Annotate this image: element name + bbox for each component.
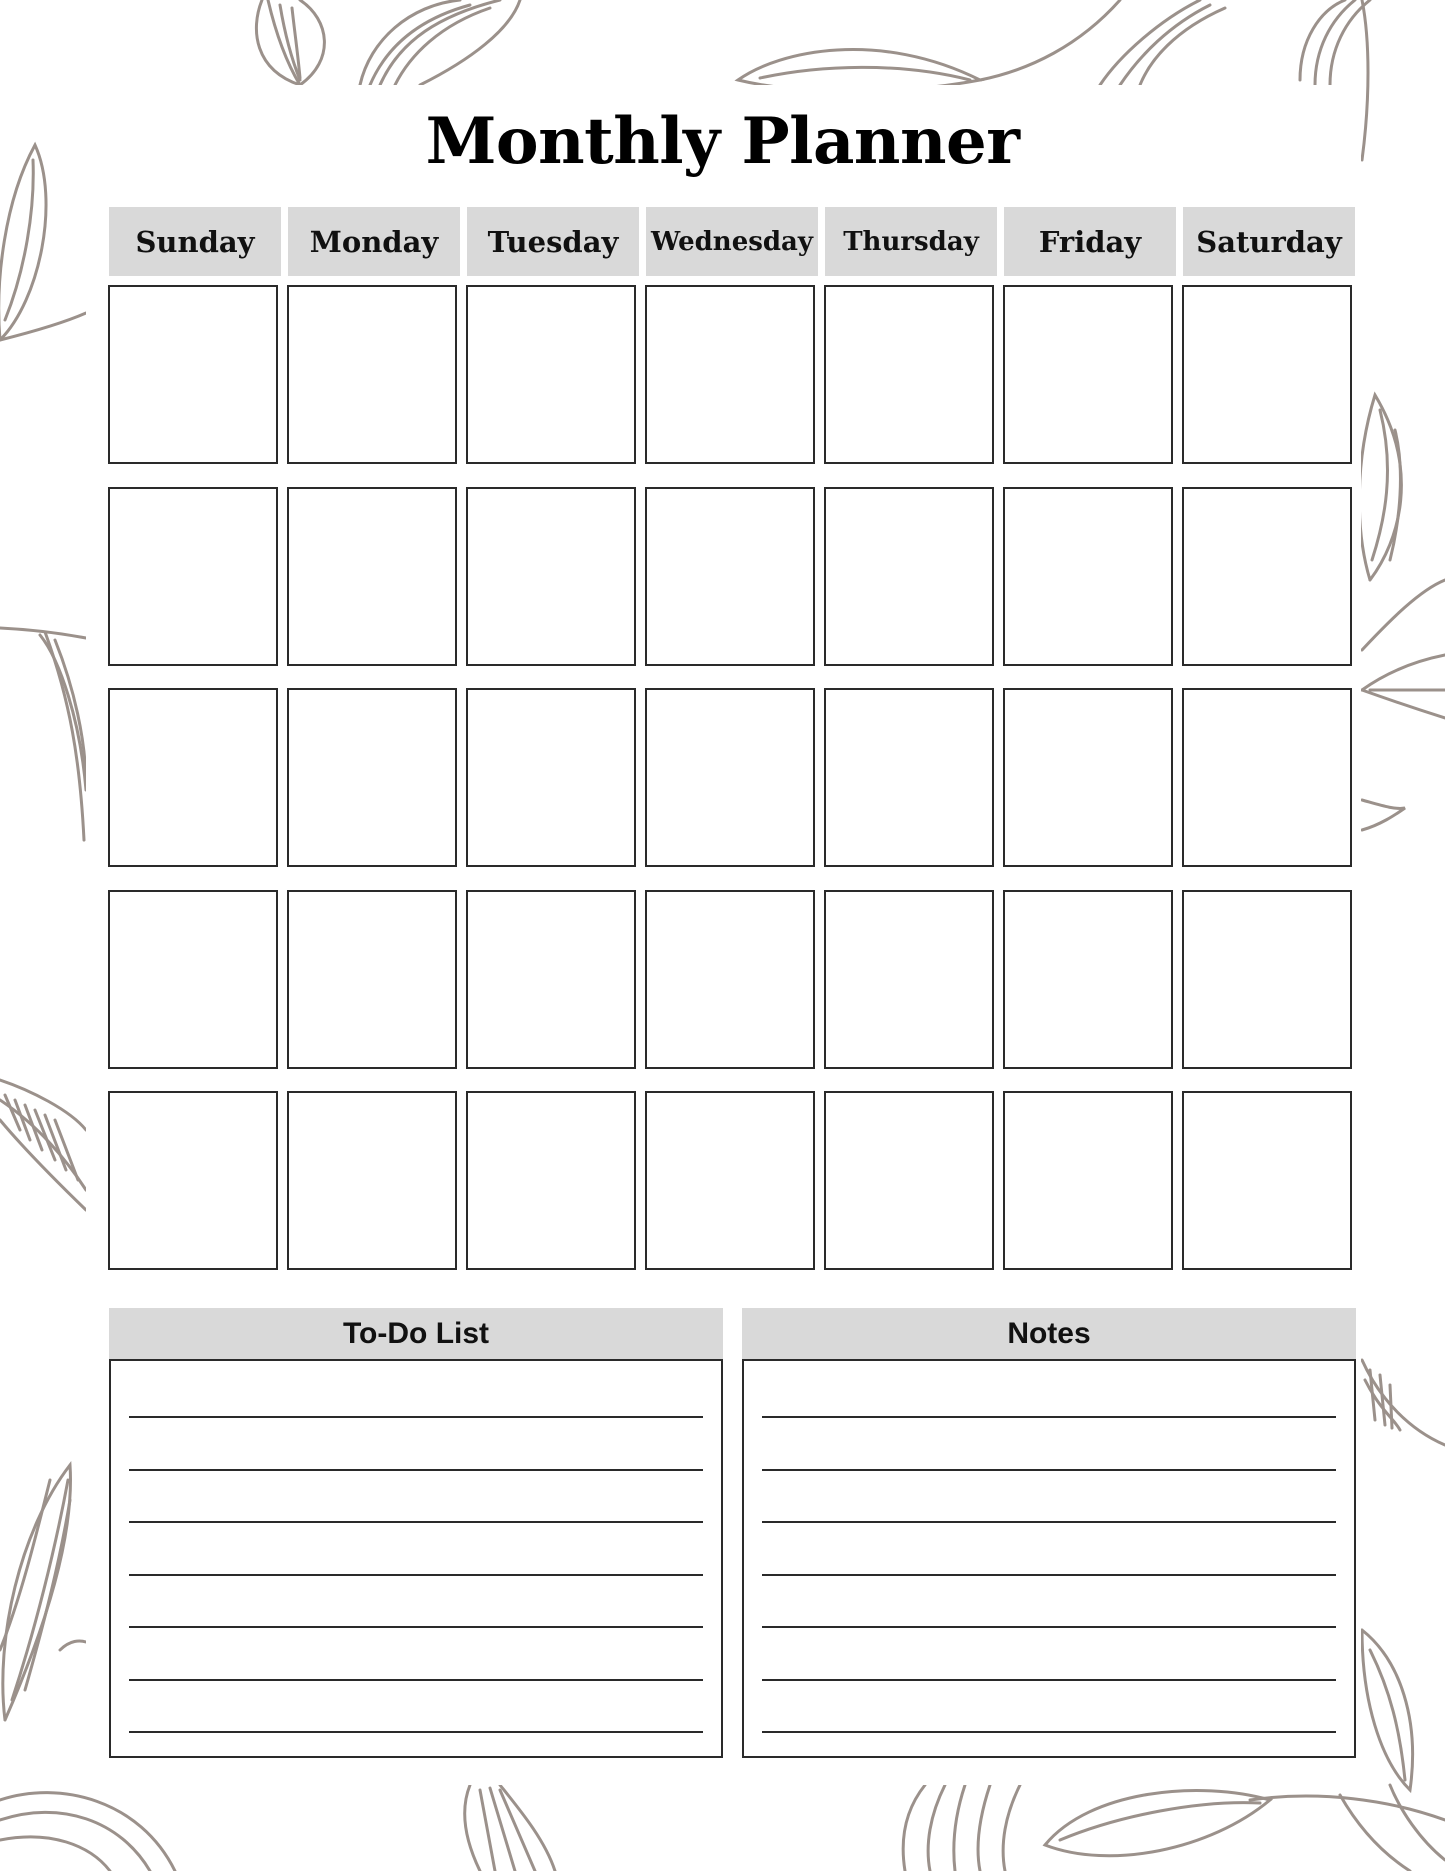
day-header-monday: Monday	[288, 207, 460, 276]
leaf-icon	[0, 1793, 175, 1871]
notes-heading: Notes	[742, 1308, 1356, 1359]
leaf-icon	[1045, 1790, 1445, 1871]
notes-line	[762, 1574, 1336, 1576]
weekday-header-row	[109, 207, 1356, 276]
todo-heading: To-Do List	[109, 1308, 723, 1359]
day-header-saturday: Saturday	[1183, 207, 1355, 276]
day-header-sunday: Sunday	[109, 207, 281, 276]
todo-list-box[interactable]	[109, 1359, 723, 1758]
todo-line	[129, 1469, 703, 1471]
notes-box[interactable]	[742, 1359, 1356, 1758]
day-header-wednesday: Wednesday	[646, 207, 818, 276]
leaf-icon	[1362, 1630, 1445, 1860]
todo-line	[129, 1731, 703, 1733]
day-header-thursday: Thursday	[825, 207, 997, 276]
todo-line	[129, 1574, 703, 1576]
leaf-icon	[903, 1785, 1020, 1871]
notes-line	[762, 1679, 1336, 1681]
leaf-icon	[1362, 655, 1445, 830]
todo-line	[129, 1626, 703, 1628]
day-header-tuesday: Tuesday	[467, 207, 639, 276]
notes-line	[762, 1521, 1336, 1523]
leaf-icon	[1359, 395, 1445, 650]
leaf-icon	[738, 0, 1225, 91]
leaf-icon	[0, 628, 86, 840]
notes-line	[762, 1626, 1336, 1628]
notes-line	[762, 1469, 1336, 1471]
day-header-friday: Friday	[1004, 207, 1176, 276]
todo-line	[129, 1521, 703, 1523]
leaf-icon	[0, 1465, 86, 1720]
leaf-icon	[256, 0, 324, 85]
notes-line	[762, 1731, 1336, 1733]
leaf-icon	[0, 1080, 86, 1210]
todo-line	[129, 1416, 703, 1418]
leaf-icon	[360, 0, 520, 85]
notes-line	[762, 1416, 1336, 1418]
leaf-icon	[1362, 1360, 1445, 1445]
page-title: Monthly Planner	[425, 104, 1020, 179]
leaf-icon	[465, 1785, 555, 1871]
todo-line	[129, 1679, 703, 1681]
